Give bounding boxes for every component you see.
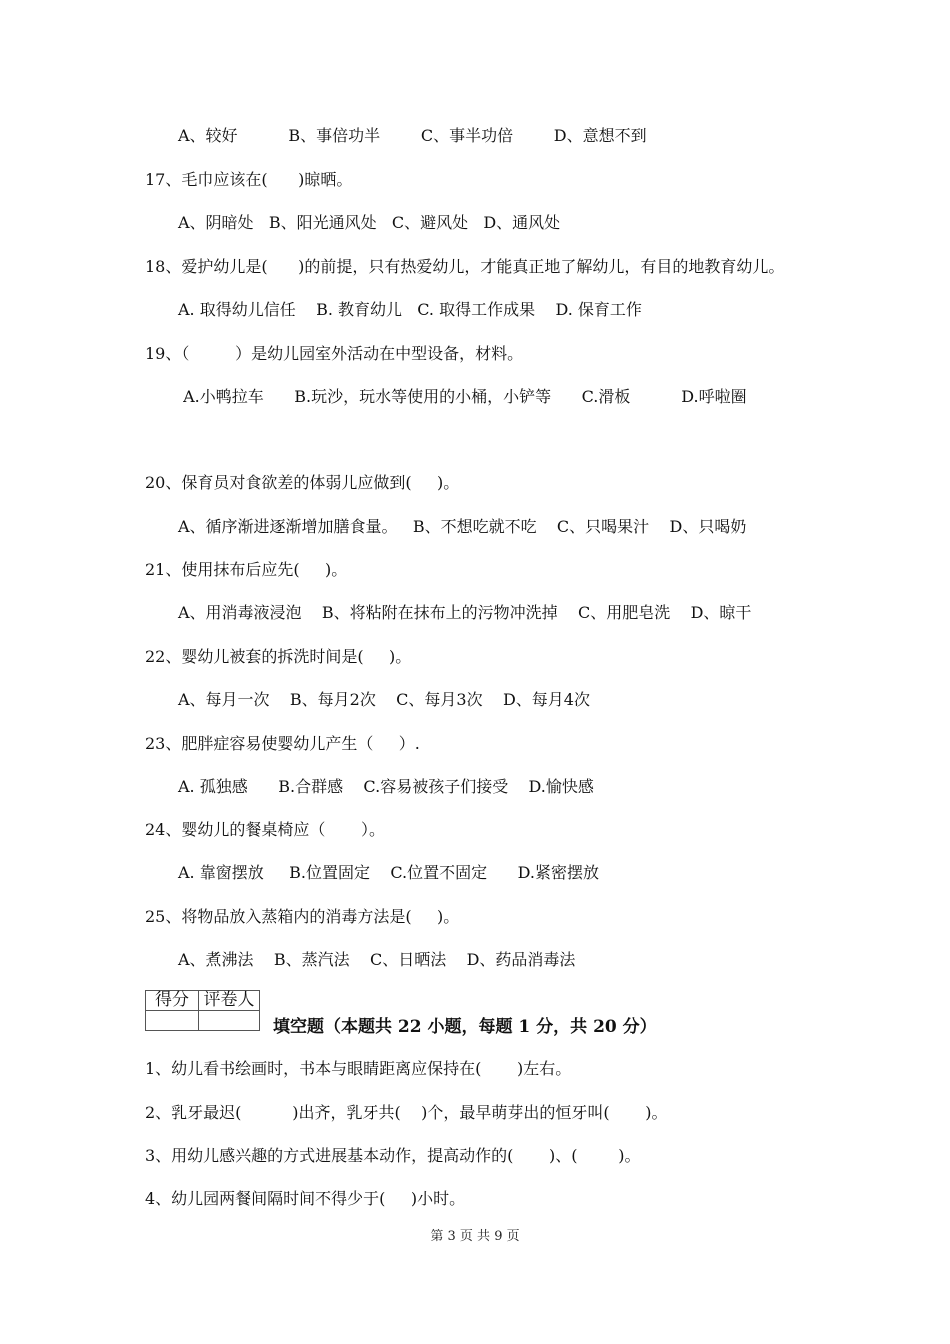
page-footer: 第 3 页 共 9 页	[430, 1229, 520, 1244]
score-label: 得分	[146, 991, 199, 1011]
q18-stem: 18、爱护幼儿是( )的前提，只有热爱幼儿，才能真正地了解幼儿，有目的地教育幼儿。	[145, 257, 785, 276]
grader-label: 评卷人	[199, 991, 260, 1011]
q21-stem: 21、使用抹布后应先( )。	[145, 560, 348, 579]
grader-cell	[199, 1011, 260, 1031]
q19-options: A.小鸭拉车 B.玩沙，玩水等使用的小桶，小铲等 C.滑板 D.呼啦圈	[178, 387, 747, 406]
q17-options: A、阴暗处 B、阳光通风处 C、避风处 D、通风处	[178, 213, 561, 232]
q22-stem: 22、婴幼儿被套的拆洗时间是( )。	[145, 647, 412, 666]
q16-options: A、较好 B、事倍功半 C、事半功倍 D、意想不到	[178, 126, 647, 145]
q18-options: A. 取得幼儿信任 B. 教育幼儿 C. 取得工作成果 D. 保育工作	[178, 300, 642, 319]
q25-stem: 25、将物品放入蒸箱内的消毒方法是( )。	[145, 907, 460, 926]
q22-options: A、每月一次 B、每月2次 C、每月3次 D、每月4次	[178, 690, 590, 709]
q23-options: A. 孤独感 B.合群感 C.容易被孩子们接受 D.愉快感	[178, 777, 594, 796]
fill-question-1: 1、幼儿看书绘画时，书本与眼睛距离应保持在( )左右。	[145, 1059, 572, 1078]
q25-options: A、煮沸法 B、蒸汽法 C、日晒法 D、药品消毒法	[178, 950, 576, 969]
fill-question-3: 3、用幼儿感兴趣的方式进展基本动作，提高动作的( )、( )。	[145, 1146, 641, 1165]
q20-stem: 20、保育员对食欲差的体弱儿应做到( )。	[145, 473, 460, 492]
q21-options: A、用消毒液浸泡 B、将粘附在抹布上的污物冲洗掉 C、用肥皂洗 D、晾干	[178, 603, 752, 622]
q23-stem: 23、肥胖症容易使婴幼儿产生（ ）.	[145, 734, 420, 753]
fill-question-2: 2、乳牙最迟( )出齐，乳牙共( )个，最早萌芽出的恒牙叫( )。	[145, 1103, 668, 1122]
q24-stem: 24、婴幼儿的餐桌椅应（ ）。	[145, 820, 385, 839]
q24-options: A. 靠窗摆放 B.位置固定 C.位置不固定 D.紧密摆放	[178, 863, 599, 882]
score-box	[145, 990, 260, 1031]
q19-stem: 19、（ ）是幼儿园室外活动在中型设备，材料。	[145, 344, 524, 363]
q20-options: A、循序渐进逐渐增加膳食量。 B、不想吃就不吃 C、只喝果汁 D、只喝奶	[178, 517, 747, 536]
fill-question-4: 4、幼儿园两餐间隔时间不得少于( )小时。	[145, 1189, 466, 1208]
section-title: 填空题（本题共 22 小题，每题 1 分，共 20 分）	[273, 1017, 657, 1037]
score-cell	[146, 1011, 199, 1031]
q17-stem: 17、毛巾应该在( )晾晒。	[145, 170, 353, 189]
